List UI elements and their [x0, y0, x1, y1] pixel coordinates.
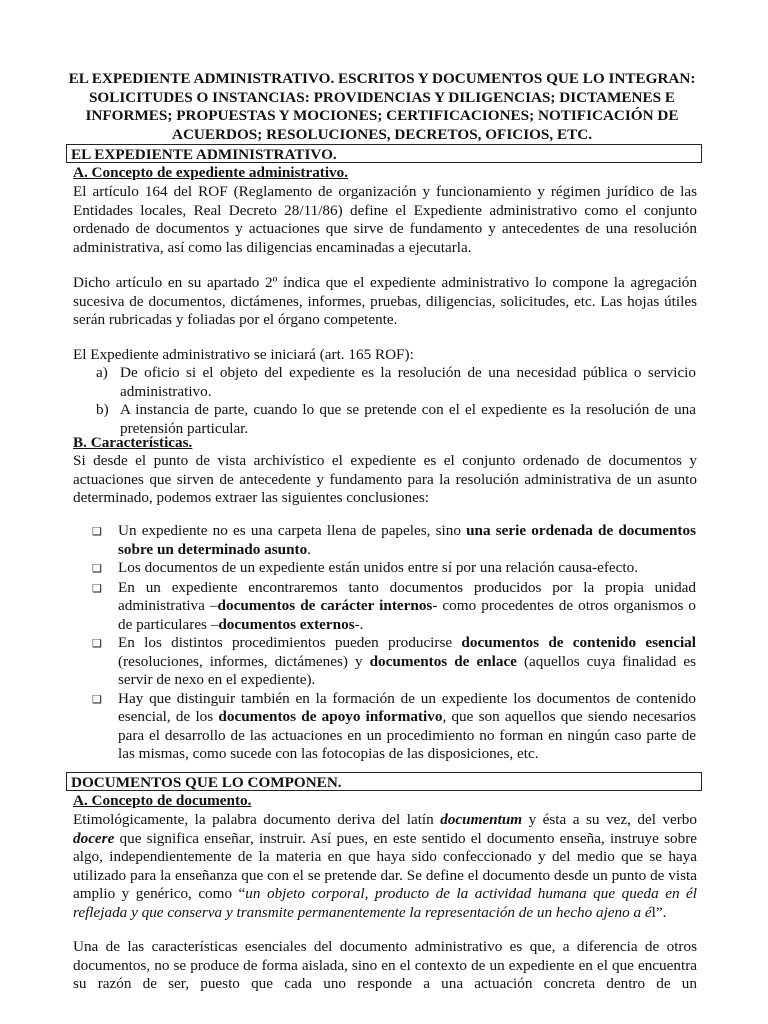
paragraph-articulo-164: El artículo 164 del ROF (Reglamento de organización y funcionamiento y régimen jurídico de las Entidades locales, Real Decreto 28/11/86) define el Expediente administrativo como el conjunto ordenado de documentos y actuaciones que sirve de fundamento y antecedentes de una resolución administrativa, así como las diligencias encaminadas a ejecutarla. [73, 183, 697, 256]
characteristics-bullet-list [92, 522, 696, 764]
list-item-text: Los documentos de un expediente están unidos entre sí por una relación causa-efecto. [118, 559, 638, 576]
list-item [96, 401, 696, 438]
list-item-text: Hay que distinguir también en la formación de un expediente los documentos de contenido esencial, de los documentos de apoyo informativo, que son aquellos que siendo necesarios para el desarrollo de las actuaciones en un procedimiento no forman en ningún caso parte de las mismas, como sucede con las fotocopias de las disposiciones, etc. [118, 689, 696, 762]
paragraph-etimologia: Etimológicamente, la palabra documento deriva del latín documentum y ésta a su vez, del verbo docere que significa enseñar, instruir. Así pues, en este sentido el documento enseña, instruye sobre algo, independientemente de la materia en que haya sido confeccionado y del medio que se haya utilizado para la enseñanza que con el se pretende dar. Se define el documento desde un punto de vista amplio y genérico, como “un objeto corporal, producto de la actividad humana que queda en él reflejada y que conserva y transmite permanentemente la representación de un hecho ajeno a él”. [73, 811, 697, 921]
paragraph-inicio-expediente: El Expediente administrativo se iniciará (art. 165 ROF): [73, 346, 414, 363]
checkbox-bullet-icon: ❑ [92, 638, 102, 650]
subheading-concepto-expediente [73, 164, 697, 183]
subheading-text: A. Concepto de documento. [73, 792, 252, 809]
list-item [92, 634, 696, 690]
list-item [92, 522, 696, 559]
section-heading-documentos: DOCUMENTOS QUE LO COMPONEN. [66, 772, 702, 791]
list-item [92, 559, 696, 579]
checkbox-bullet-icon: ❑ [92, 582, 102, 595]
initiation-list [96, 364, 696, 438]
checkbox-bullet-icon: ❑ [92, 563, 102, 575]
document-title: EL EXPEDIENTE ADMINISTRATIVO. ESCRITOS Y DOCUMENTOS QUE LO INTEGRAN: SOLICITUDES O INSTANCIAS: PROVIDENCIAS Y DILIGENCIAS; DICTAMENES E INFORMES; PROPUESTAS Y MOCIONES; CERTIFICACIONES; NOTIFICACIÓN DE ACUERDOS; RESOLUCIONES, DECRETOS, OFICIOS, ETC. [68, 70, 696, 143]
list-item [96, 364, 696, 401]
list-item-text: Un expediente no es una carpeta llena de papeles, sino una serie ordenada de documentos sobre un determinado asunto. [118, 522, 696, 558]
list-item-text: En un expediente encontraremos tanto documentos producidos por la propia unidad administrativa –documentos de carácter internos- como procedentes de otros organismos o de particulares –documentos externos-. [118, 578, 696, 633]
list-marker: a) [96, 364, 108, 381]
checkbox-bullet-icon: ❑ [92, 693, 102, 706]
paragraph-caracteristicas-documento: Una de las características esenciales del documento administrativo es que, a diferencia de otros documentos, no se produce de forma aislada, sino en el contexto de un expediente en el que encuentra su razón de ser, puesto que cada uno responde a una actuación concreta dentro de un [73, 938, 697, 992]
list-item-text: En los distintos procedimientos pueden producirse documentos de contenido esencial (resoluciones, informes, dictámenes) y documentos de enlace (aquellos cuya finalidad es servir de nexo en el expediente). [118, 634, 696, 688]
paragraph-archivistico: Si desde el punto de vista archivístico el expediente es el conjunto ordenado de documentos y actuaciones que sirven de antecedente y fundamento para la resolución administrativa de un asunto determinado, podemos extraer las siguientes conclusiones: [73, 452, 697, 506]
subheading-text: A. Concepto de expediente administrativo. [73, 164, 349, 181]
paragraph-apartado-2: Dicho artículo en su apartado 2º índica que el expediente administrativo lo compone la agregación sucesiva de documentos, dictámenes, informes, pruebas, diligencias, solicitudes, etc. Las hojas útiles serán rubricadas y foliadas por el órgano competente. [73, 274, 697, 328]
checkbox-bullet-icon: ❑ [92, 526, 102, 538]
subheading-text: B. Características. [73, 434, 193, 451]
subheading-caracteristicas [73, 434, 697, 453]
list-item-text: A instancia de parte, cuando lo que se pretende con el el expediente es la resolución de una pretensión particular. [120, 401, 696, 437]
section-heading-expediente: EL EXPEDIENTE ADMINISTRATIVO. [66, 144, 702, 163]
list-item [92, 579, 696, 635]
list-item-text: De oficio si el objeto del expediente es la resolución de una necesidad pública o servicio administrativo. [120, 364, 696, 400]
list-item [92, 690, 696, 764]
subheading-concepto-documento [73, 792, 697, 811]
list-marker: b) [96, 401, 109, 418]
